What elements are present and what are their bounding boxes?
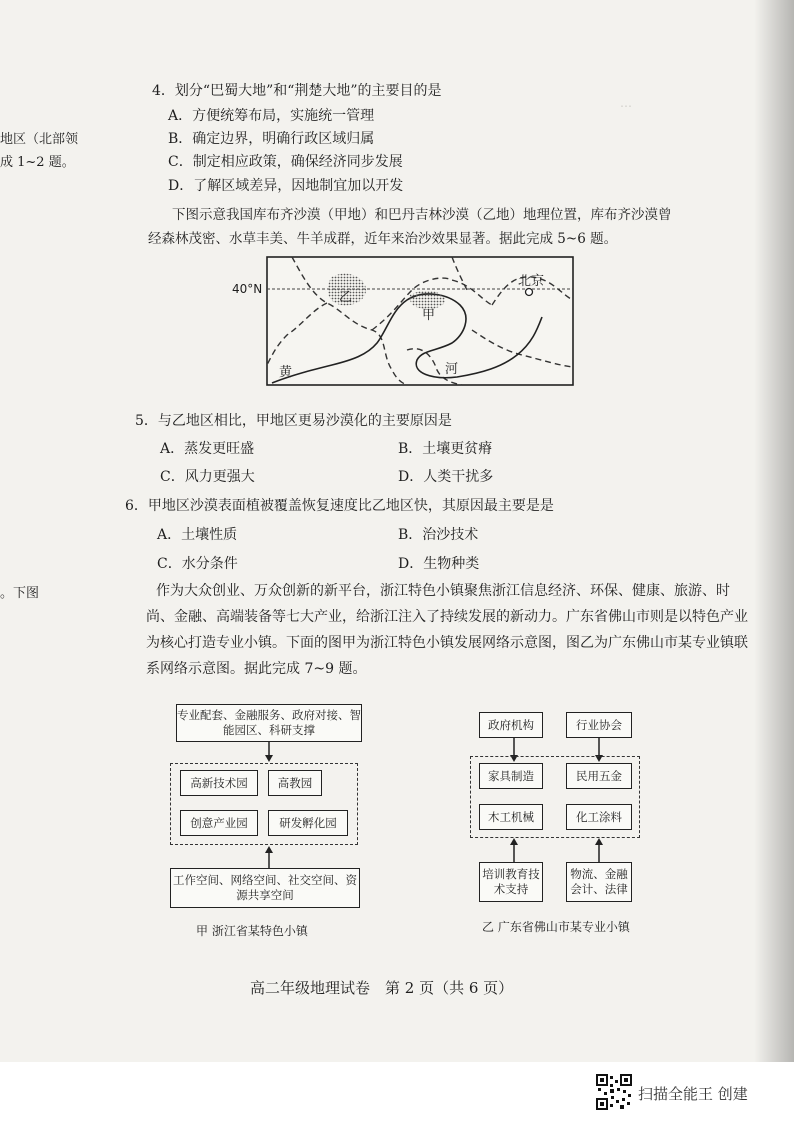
question-6-option-c: C．水分条件	[157, 556, 238, 572]
scanner-watermark-text: 扫描全能王 创建	[638, 1085, 748, 1103]
jia-caption: 甲 浙江省某特色小镇	[196, 924, 308, 938]
question-4-stem: 4．划分“巴蜀大地”和“荆楚大地”的主要目的是	[152, 83, 442, 99]
question-4-option-b: B．确定边界，明确行政区域归属	[168, 131, 375, 147]
desert-yi-label: 乙	[339, 290, 353, 305]
yi-woodworking-box: 木工机械	[479, 804, 543, 830]
scanner-watermark-strip	[0, 1062, 794, 1124]
question-4-option-c: C．制定相应政策，确保经济同步发展	[168, 154, 403, 170]
question-5-option-b: B．土壤更贫瘠	[398, 441, 493, 457]
yi-hardware-box: 民用五金	[566, 763, 632, 789]
question-5-option-a: A．蒸发更旺盛	[160, 441, 255, 457]
question-6-option-a: A．土壤性质	[157, 527, 238, 543]
yellow-river-label-huang: 黄	[279, 365, 293, 380]
yi-coatings-box: 化工涂料	[566, 804, 632, 830]
yi-furniture-box: 家具制造	[479, 763, 543, 789]
bleed-through-text: …	[620, 96, 632, 110]
intro-7-9: 作为大众创业、万众创新的新平台，浙江特色小镇聚焦浙江信息经济、环保、健康、旅游、时尚、金融、高端装备等七大产业，给浙江注入了持续发展的新动力。广东省佛山市则是以特色产业为核心打造专业小镇。下面的图甲为浙江特色小镇发展网络示意图，图乙为广东佛山市某专业镇联系网络示意图。据此完成 7~9 题。	[146, 583, 748, 677]
intro-5-6-line-2: 经森林茂密、水草丰美、牛羊成群，近年来治沙效果显著。据此完成 5~6 题。	[148, 231, 618, 247]
yi-industry-association-box: 行业协会	[566, 712, 632, 738]
left-margin-fragment-1: 地区（北部领	[0, 132, 79, 147]
page-footer: 高二年级地理试卷 第 2 页（共 6 页）	[250, 979, 514, 997]
question-5-option-d: D．人类干扰多	[398, 469, 494, 485]
latitude-label: 40°N	[232, 282, 263, 296]
yi-caption: 乙 广东省佛山市某专业小镇	[482, 920, 630, 934]
yi-government-box: 政府机构	[479, 712, 543, 738]
scan-shadow-edge	[754, 0, 794, 1062]
question-6-stem: 6．甲地区沙漠表面植被覆盖恢复速度比乙地区快，其原因最主要是是	[125, 498, 554, 514]
question-6-option-b: B．治沙技术	[398, 527, 479, 543]
question-6-option-d: D．生物种类	[398, 556, 480, 572]
question-5-option-c: C．风力更强大	[160, 469, 255, 485]
jia-support-box: 专业配套、金融服务、政府对接、智能园区、科研支撑	[176, 704, 362, 742]
yi-training-box: 培训教育技术支持	[479, 862, 543, 902]
question-4-option-d: D．了解区域差异，因地制宜加以开发	[168, 178, 404, 194]
intro-5-6-line-1: 下图示意我国库布齐沙漠（甲地）和巴丹吉林沙漠（乙地）地理位置，库布齐沙漠曾	[172, 207, 672, 223]
jia-incubator-park: 研发孵化园	[268, 810, 348, 836]
jia-space-box: 工作空间、网络空间、社交空间、资源共享空间	[170, 868, 360, 908]
desert-jia-label: 甲	[422, 308, 436, 323]
left-margin-fragment-2: 成 1~2 题。	[0, 155, 75, 170]
yellow-river-label-he: 河	[445, 362, 459, 377]
qr-code-icon	[596, 1074, 632, 1110]
question-5-stem: 5．与乙地区相比，甲地区更易沙漠化的主要原因是	[135, 413, 452, 429]
jia-education-park: 高教园	[268, 770, 322, 796]
left-margin-fragment-3: 。下图	[0, 586, 40, 601]
jia-creative-park: 创意产业园	[180, 810, 258, 836]
question-4-option-a: A．方便统筹布局，实施统一管理	[168, 108, 375, 124]
beijing-label: 北京	[518, 274, 545, 289]
yi-services-box: 物流、金融会计、法律	[566, 862, 632, 902]
jia-high-tech-park: 高新技术园	[180, 770, 258, 796]
